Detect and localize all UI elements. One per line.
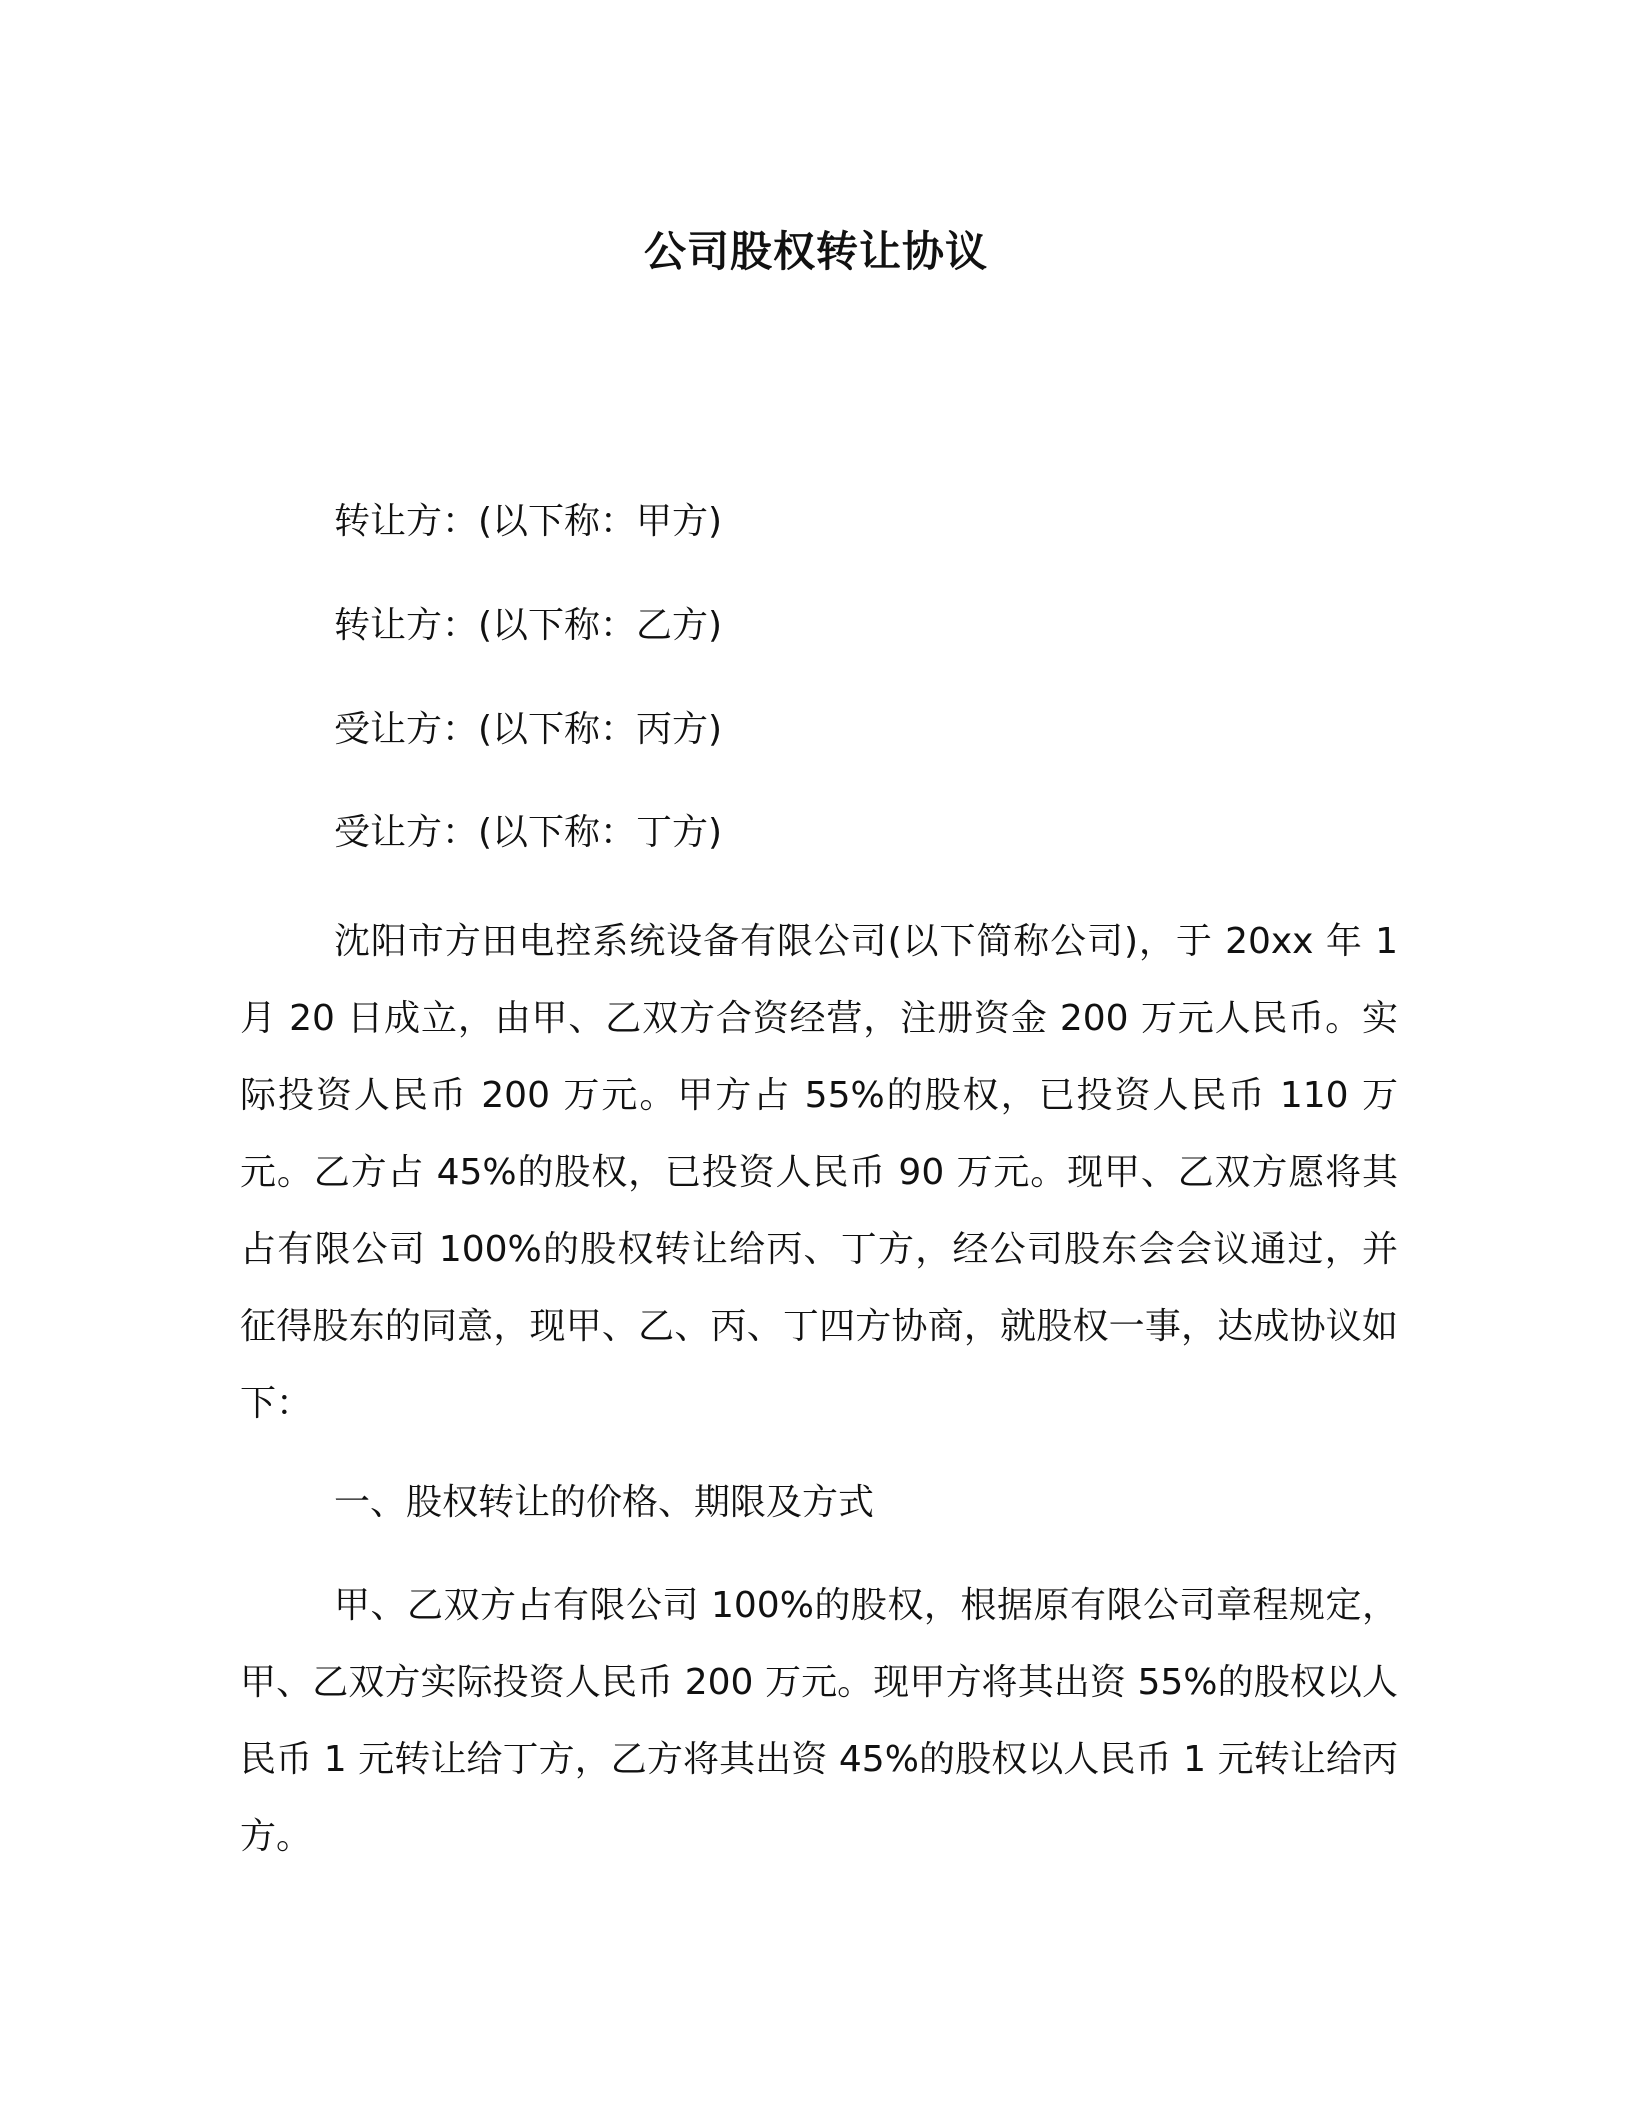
party-line-transferor-b: 转让方：(以下称：乙方): [334, 605, 723, 646]
party-line-transferee-d: 受让方：(以下称：丁方): [334, 812, 723, 853]
section-1-heading: 一、股权转让的价格、期限及方式: [334, 1482, 875, 1523]
intro-paragraph: 沈阳市方田电控系统设备有限公司(以下简称公司)，于 20xx 年 1 月 20 日成立，由甲、乙双方合资经营，注册资金 200 万元人民币。实际投资人民币 200 万元。甲方占 55%的股权，已投资人民币 110 万元。乙方占 45%的股权，已投资人民币 90 万元。现甲、乙双方愿将其占有限公司 100%的股权转让给丙、丁方，经公司股东会会议通过，并征得股东的同意，现甲、乙、丙、丁四方协商，就股权一事，达成协议如下：: [240, 921, 1398, 1424]
party-line-transferee-c: 受让方：(以下称：丙方): [334, 709, 723, 750]
party-line-transferor-a: 转让方：(以下称：甲方): [334, 501, 723, 542]
section-1-paragraph: 甲、乙双方占有限公司 100%的股权，根据原有限公司章程规定，甲、乙双方实际投资人民币 200 万元。现甲方将其出资 55%的股权以人民币 1 元转让给丁方，乙方将其出资 45%的股权以人民币 1 元转让给丙方。: [240, 1585, 1398, 1857]
document-title: 公司股权转让协议: [643, 227, 988, 276]
